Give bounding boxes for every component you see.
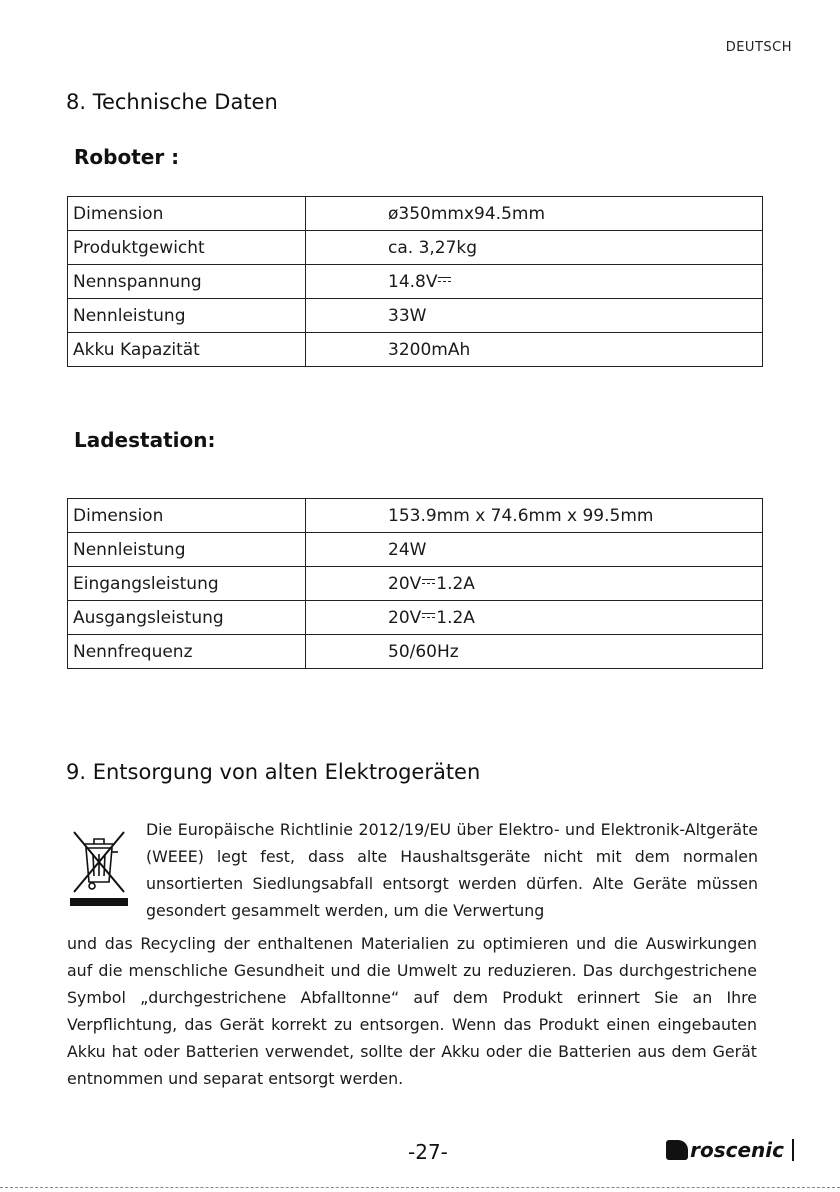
spec-value-cell [306,265,763,299]
spec-value: 33W [388,305,427,326]
spec-row [68,533,763,567]
spec-value-cell [306,299,763,333]
section-8-title: 8. Technische Daten [66,90,278,114]
brand-name: roscenic [690,1138,784,1162]
robot-heading: Roboter : [74,145,180,169]
spec-row [68,265,763,299]
spec-label: Nennleistung [68,533,306,567]
bottom-divider [0,1187,840,1188]
spec-value: ø350mmx94.5mm [388,203,546,224]
spec-value: 50/60Hz [388,641,459,662]
robot-spec-table [67,196,763,367]
brand-logo [666,1138,794,1162]
spec-label: Nennleistung [68,299,306,333]
spec-label: Akku Kapazität [68,333,306,367]
section-9-title: 9. Entsorgung von alten Elektrogeräten [66,760,481,784]
crossed-out-wheelie-bin-icon [68,824,130,910]
spec-value-cell [306,231,763,265]
weee-paragraph-body: und das Recycling der enthaltenen Materialien zu optimieren und die Auswirkungen auf die menschliche Gesundheit und die Umwelt zu reduzieren. Das durchgestrichene Symbol „durchgestrichene Abfalltonne“ auf dem Produkt erinnert Sie an Ihre Verpflichtung, das Gerät korrekt zu entsorgen. Wenn das Produkt einen eingebauten Akku hat oder Batterien verwendet, sollte der Akku oder die Batterien aus dem Gerät entnommen und separat entsorgt werden. [67,934,757,1088]
station-heading: Ladestation: [74,428,216,452]
dc-current-icon [438,276,451,285]
spec-label: Dimension [68,197,306,231]
spec-label: Nennspannung [68,265,306,299]
spec-value-suffix: 1.2A [436,607,475,628]
spec-row [68,197,763,231]
dc-current-icon [422,612,435,621]
spec-value-cell [306,333,763,367]
spec-value-cell [306,567,763,601]
spec-row [68,299,763,333]
spec-value-cell [306,197,763,231]
spec-value-cell [306,601,763,635]
spec-row [68,567,763,601]
spec-label: Ausgangsleistung [68,601,306,635]
language-label: DEUTSCH [725,40,792,55]
weee-paragraph-intro: Die Europäische Richtlinie 2012/19/EU über Elektro- und Elektronik-Altgeräte (WEEE) legt fest, dass alte Haushaltsgeräte nicht mit dem normalen unsortierten Siedlungsabfall entsorgt werden dürfen. Alte Geräte müssen gesondert gesammelt werden, um die Verwertung [146,820,758,920]
page-number: -27- [408,1140,448,1164]
spec-value-cell [306,635,763,669]
spec-row [68,601,763,635]
spec-value: 153.9mm x 74.6mm x 99.5mm [388,505,654,526]
logo-divider [792,1139,794,1161]
spec-label: Produktgewicht [68,231,306,265]
spec-value: 20V [388,607,422,628]
spec-row [68,333,763,367]
spec-value: ca. 3,27kg [388,237,478,258]
brand-mark-icon [666,1140,688,1160]
spec-value: 14.8V [388,271,438,292]
spec-row [68,635,763,669]
dc-current-icon [422,578,435,587]
station-spec-table [67,498,763,669]
spec-label: Dimension [68,499,306,533]
spec-value-cell [306,533,763,567]
spec-value-suffix: 1.2A [436,573,475,594]
spec-value: 24W [388,539,427,560]
spec-row [68,231,763,265]
spec-label: Nennfrequenz [68,635,306,669]
spec-value: 20V [388,573,422,594]
spec-label: Eingangsleistung [68,567,306,601]
spec-row [68,499,763,533]
spec-value: 3200mAh [388,339,471,360]
spec-value-cell [306,499,763,533]
